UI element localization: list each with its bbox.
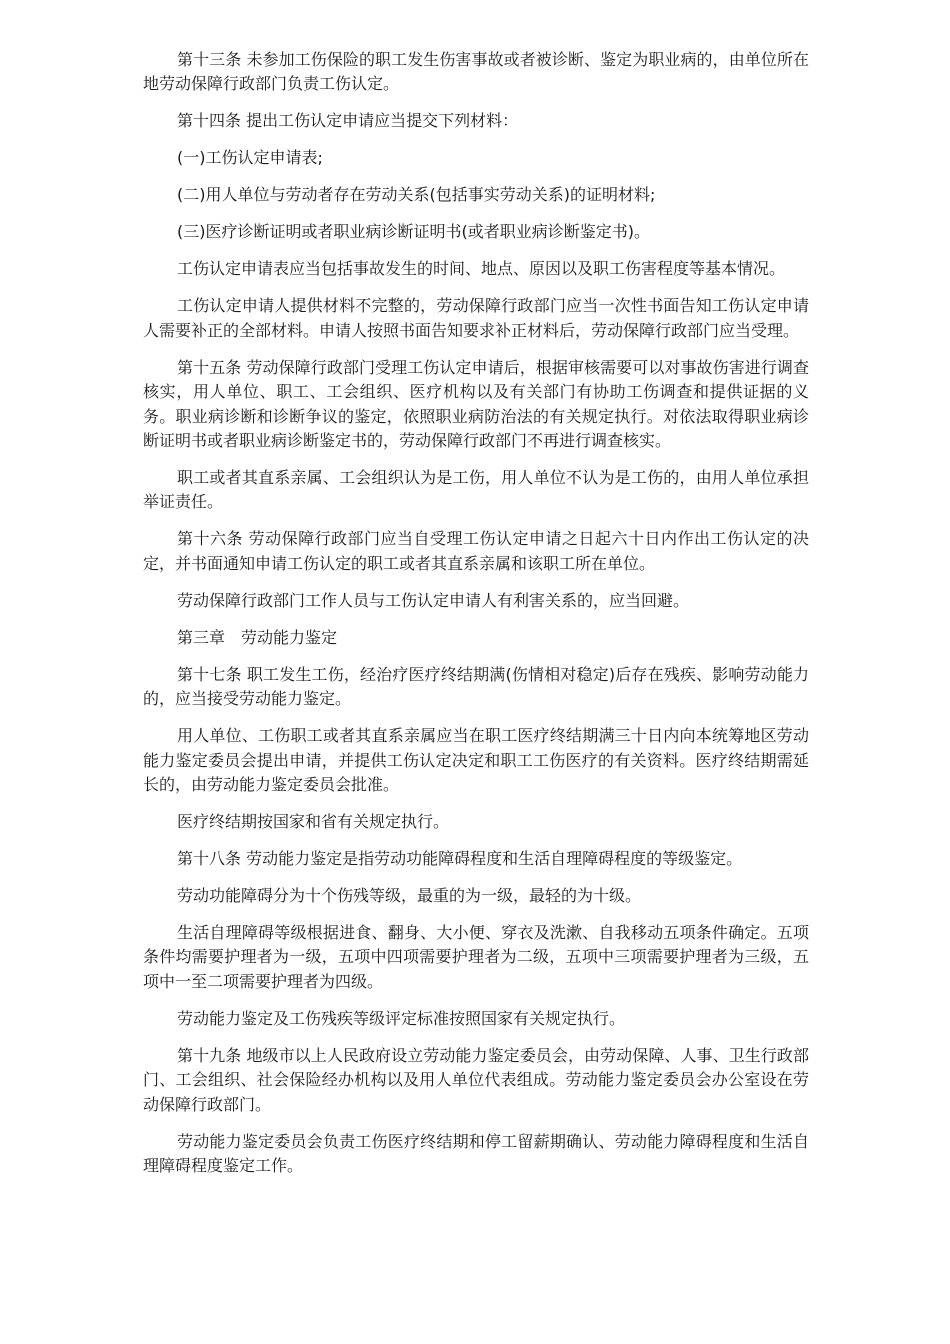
list-item-3-paragraph: (三)医疗诊断证明或者职业病诊断证明书(或者职业病诊断鉴定书)。 bbox=[177, 222, 650, 242]
article-14-paragraph: 第十四条 提出工伤认定申请应当提交下列材料： bbox=[177, 111, 519, 131]
article-17-paragraph: 第十七条 职工发生工伤，经治疗医疗终结期满(伤情相对稳定)后存在残疾、影响劳动能力的，应当接受劳动能力鉴定。 bbox=[143, 664, 809, 709]
document-body bbox=[143, 48, 809, 1191]
chapter-3-heading: 第三章 劳动能力鉴定 bbox=[177, 627, 338, 647]
burden-of-proof-paragraph: 职工或者其直系亲属、工会组织认为是工伤，用人单位不认为是工伤的，由用人单位承担举证责任。 bbox=[143, 468, 809, 512]
committee-duties-paragraph: 劳动能力鉴定委员会负责工伤医疗终结期和停工留薪期确认、劳动能力障碍程度和生活自理障碍程度鉴定工作。 bbox=[143, 1131, 809, 1176]
application-form-content-paragraph: 工伤认定申请表应当包括事故发生的时间、地点、原因以及职工伤害程度等基本情况。 bbox=[177, 259, 786, 279]
self-care-grades-paragraph: 生活自理障碍等级根据进食、翻身、大小便、穿衣及洗漱、自我移动五项条件确定。五项条件均需要护理者为一级，五项中四项需要护理者为二级，五项中三项需要护理者为三级，五项中一至二项需要护理者为四级。 bbox=[143, 923, 809, 991]
treatment-period-paragraph: 医疗终结期按国家和省有关规定执行。 bbox=[177, 812, 450, 832]
disability-grades-paragraph: 劳动功能障碍分为十个伤残等级，最重的为一级，最轻的为十级。 bbox=[177, 886, 642, 906]
article-16-paragraph: 第十六条 劳动保障行政部门应当自受理工伤认定申请之日起六十日内作出工伤认定的决定，并书面通知申请工伤认定的职工或者其直系亲属和该职工所在单位。 bbox=[143, 529, 809, 573]
article-19-paragraph: 第十九条 地级市以上人民政府设立劳动能力鉴定委员会，由劳动保障、人事、卫生行政部门、工会组织、社会保险经办机构以及用人单位代表组成。劳动能力鉴定委员会办公室设在劳动保障行政部门。 bbox=[143, 1045, 809, 1114]
recusal-paragraph: 劳动保障行政部门工作人员与工伤认定申请人有利害关系的，应当回避。 bbox=[177, 590, 690, 610]
list-item-2-paragraph: (二)用人单位与劳动者存在劳动关系(包括事实劳动关系)的证明材料; bbox=[177, 185, 656, 205]
article-18-paragraph: 第十八条 劳动能力鉴定是指劳动功能障碍程度和生活自理障碍程度的等级鉴定。 bbox=[177, 849, 743, 869]
appraisal-application-paragraph: 用人单位、工伤职工或者其直系亲属应当在职工医疗终结期满三十日内向本统筹地区劳动能力鉴定委员会提出申请，并提供工伤认定决定和职工工伤医疗的有关资料。医疗终结期需延长的，由劳动能力鉴定委员会批准。 bbox=[143, 726, 809, 795]
article-13-paragraph: 第十三条 未参加工伤保险的职工发生伤害事故或者被诊断、鉴定为职业病的，由单位所在地劳动保障行政部门负责工伤认定。 bbox=[143, 50, 809, 94]
list-item-1-paragraph: (一)工伤认定申请表; bbox=[177, 148, 323, 168]
article-15-paragraph: 第十五条 劳动保障行政部门受理工伤认定申请后，根据审核需要可以对事故伤害进行调查核实，用人单位、职工、工会组织、医疗机构以及有关部门有协助工伤调查和提供证据的义务。职业病诊断和诊断争议的鉴定，依照职业病防治法的有关规定执行。对依法取得职业病诊断证明书或者职业病诊断鉴定书的，劳动保障行政部门不再进行调查核实。 bbox=[143, 357, 809, 451]
appraisal-standards-paragraph: 劳动能力鉴定及工伤残疾等级评定标准按照国家有关规定执行。 bbox=[177, 1008, 626, 1028]
incomplete-materials-paragraph: 工伤认定申请人提供材料不完整的，劳动保障行政部门应当一次性书面告知工伤认定申请人需要补正的全部材料。申请人按照书面告知要求补正材料后，劳动保障行政部门应当受理。 bbox=[143, 296, 809, 340]
